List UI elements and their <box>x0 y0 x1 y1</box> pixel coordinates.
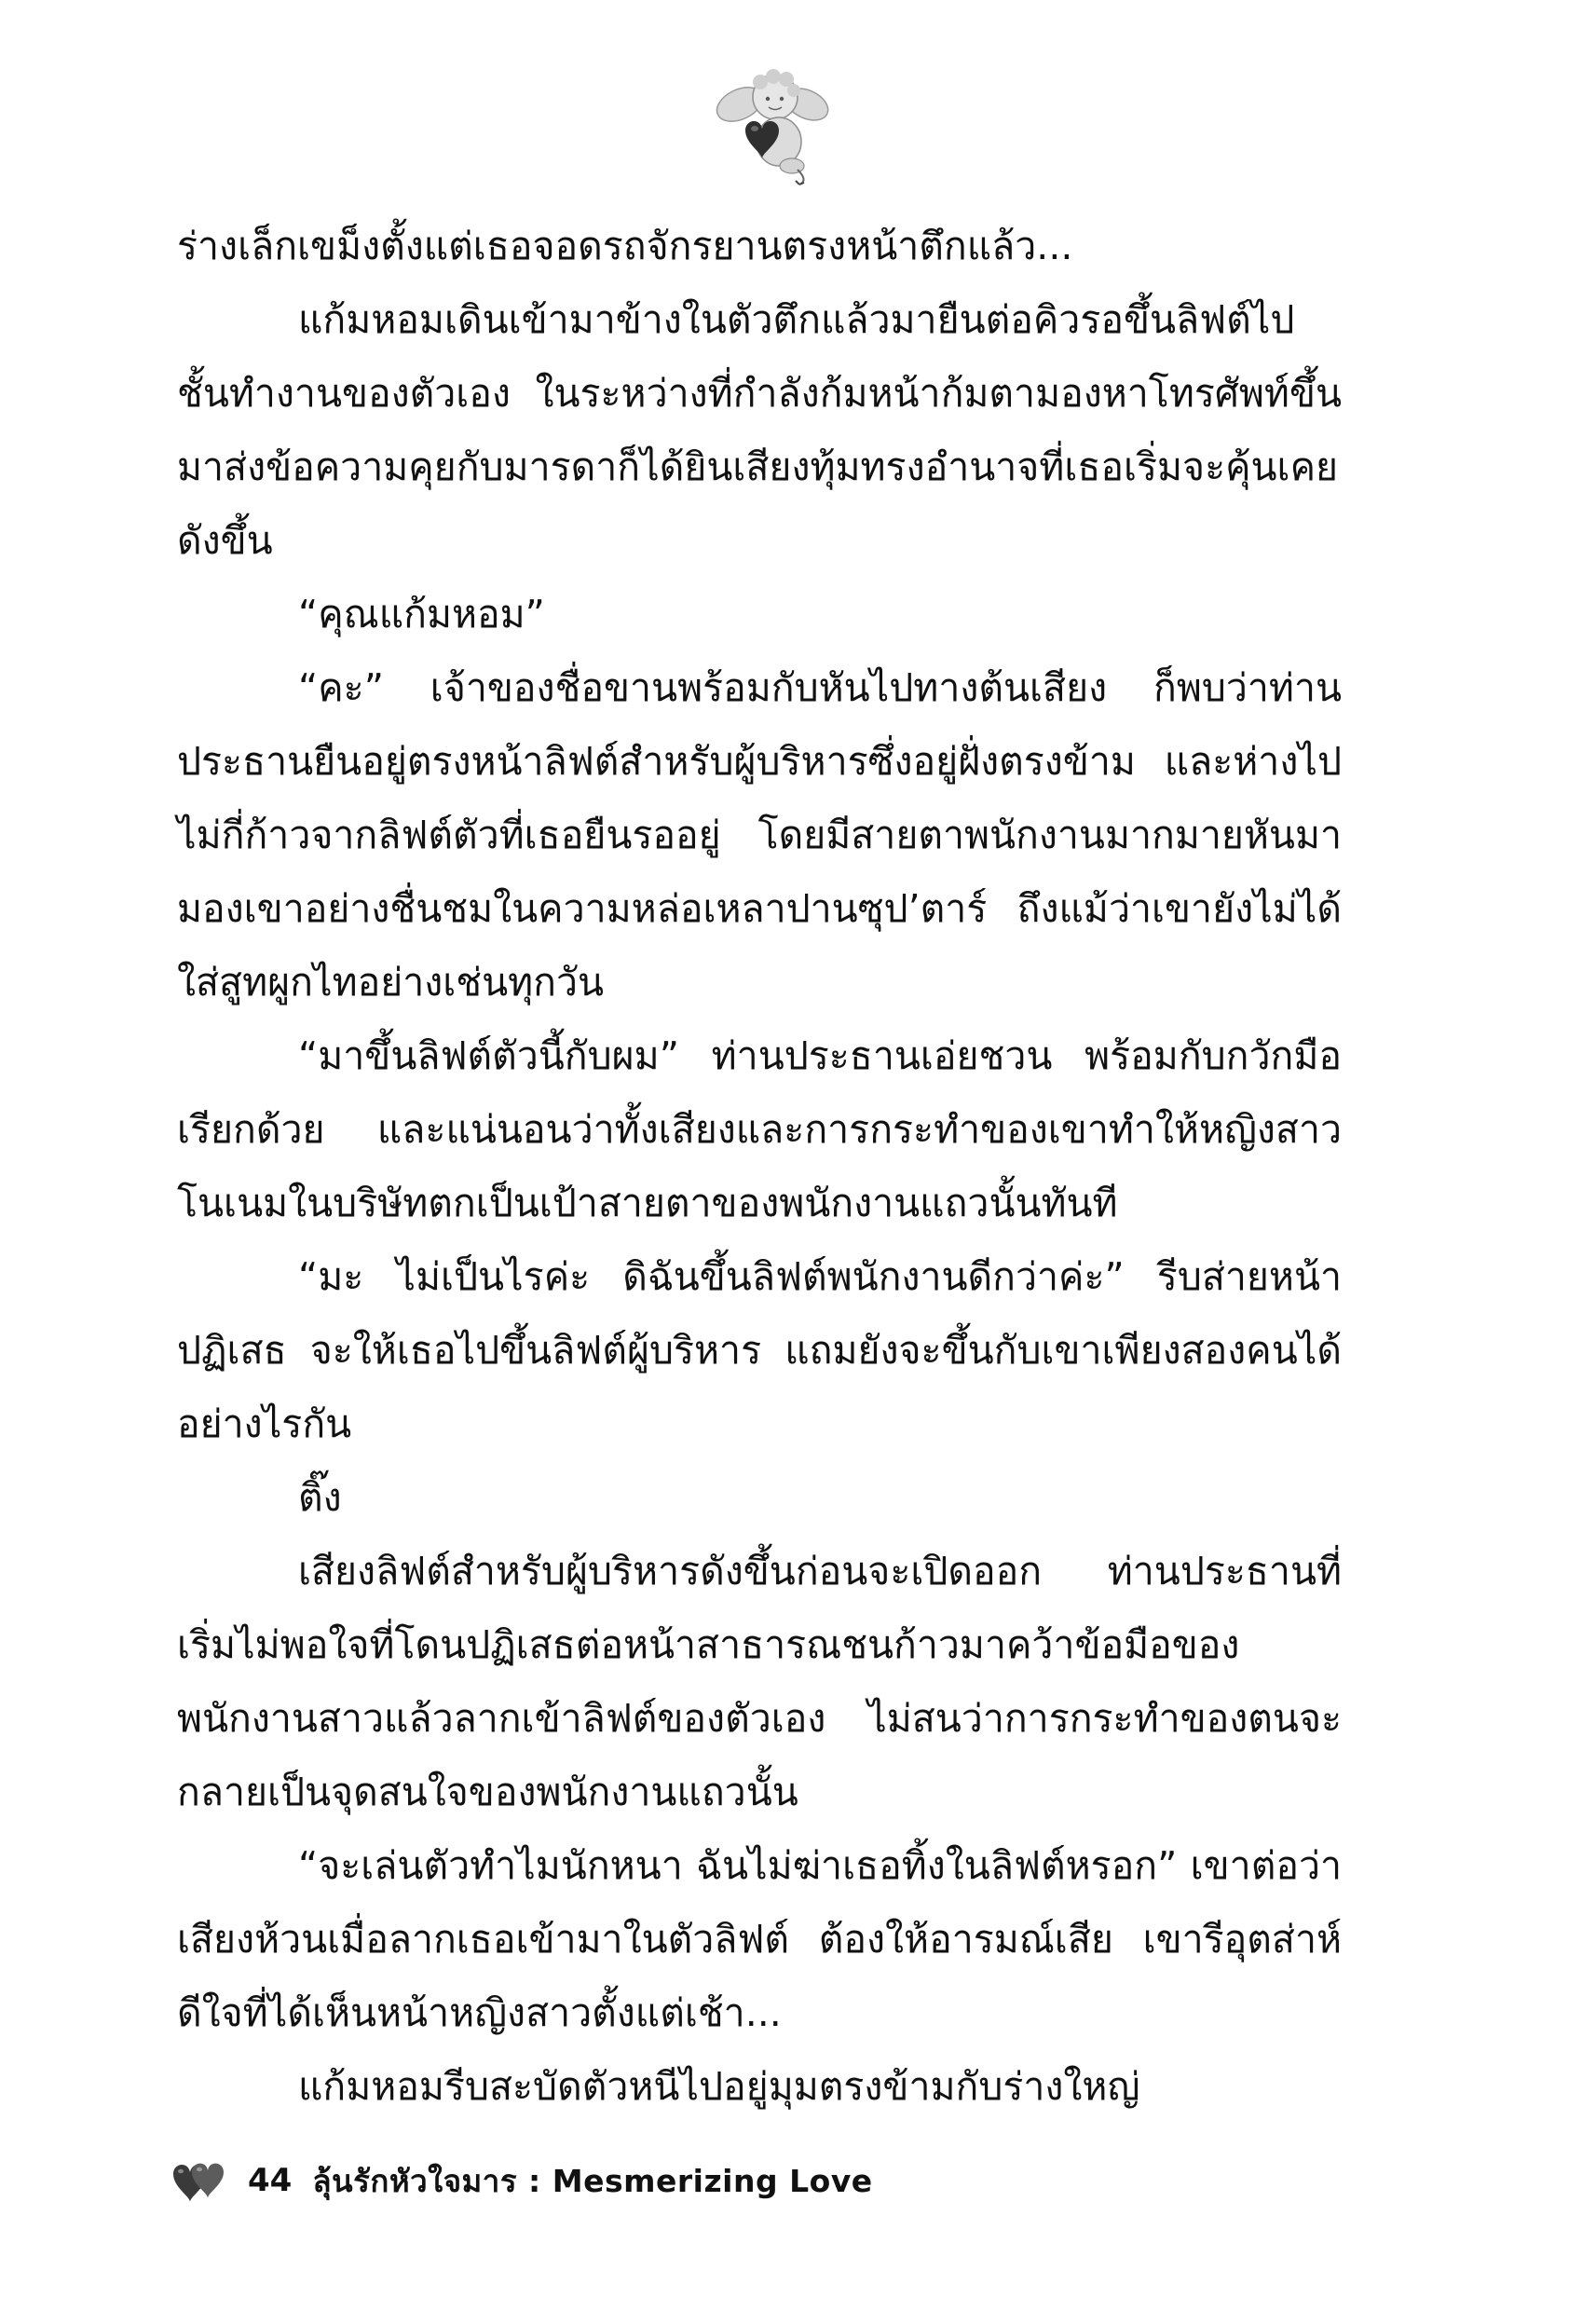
paragraph-5: “มาขึ้นลิฟต์ตัวนี้กับผม” ท่านประธานเอ่ยชวน พร้อมกับกวักมือเรียกด้วย และแน่นอนว่าทั้งเสียงและการกระทำของเขาทำให้หญิงสาวโนเนมในบริษัทตกเป็นเป้าสายตาของพนักงานแถวนั้นทันที <box>177 1033 1342 1225</box>
paragraph-10: แก้มหอมรีบสะบัดตัวหนีไปอยู่มุมตรงข้ามกับร่างใหญ่ <box>298 2064 1140 2109</box>
paragraph-1: ร่างเล็กเขม็งตั้งแต่เธอจอดรถจักรยานตรงหน้าตึกแล้ว... <box>177 224 1073 268</box>
page-number: 44 <box>248 2162 293 2199</box>
paragraph-8: เสียงลิฟต์สำหรับผู้บริหารดังขึ้นก่อนจะเปิดออก ท่านประธานที่เริ่มไม่พอใจที่โดนปฏิเสธต่อหน้าสาธารณชนก้าวมาคว้าข้อมือของพนักงานสาวแล้วลากเข้าลิฟต์ของตัวเอง ไม่สนว่าการกระทำของตนจะกลายเป็นจุดสนใจของพนักงานแถวนั้น <box>177 1549 1342 1814</box>
body-text <box>177 210 1342 2124</box>
paragraph-2: แก้มหอมเดินเข้ามาข้างในตัวตึกแล้วมายืนต่อคิวรอขึ้นลิฟต์ไปชั้นทำงานของตัวเอง ในระหว่างที่กำลังก้มหน้าก้มตามองหาโทรศัพท์ขึ้นมาส่งข้อความคุยกับมารดาก็ได้ยินเสียงทุ้มทรงอำนาจที่เธอเริ่มจะคุ้นเคยดังขึ้น <box>177 297 1342 563</box>
book-title: ลุ้นรักหัวใจมาร : Mesmerizing Love <box>312 2162 873 2199</box>
paragraph-4: “คะ” เจ้าของชื่อขานพร้อมกับหันไปทางต้นเสียง ก็พบว่าท่านประธานยืนอยู่ตรงหน้าลิฟต์สำหรับผู้บริหารซึ่งอยู่ฝั่งตรงข้าม และห่างไปไม่กี่ก้าวจากลิฟต์ตัวที่เธอยืนรออยู่ โดยมีสายตาพนักงานมากมายหันมามองเขาอย่างชื่นชมในความหล่อเหลาปานซุป’ตาร์ ถึงแม้ว่าเขายังไม่ได้ใส่สูทผูกไทอย่างเช่นทุกวัน <box>177 665 1342 1005</box>
page-footer <box>170 2153 873 2208</box>
cupid-with-heart-icon <box>708 65 839 186</box>
two-hearts-icon <box>170 2157 227 2204</box>
paragraph-6: “มะ ไม่เป็นไรค่ะ ดิฉันขึ้นลิฟต์พนักงานดีกว่าค่ะ” รีบส่ายหน้าปฏิเสธ จะให้เธอไปขึ้นลิฟต์ผู้บริหาร แถมยังจะขึ้นกับเขาเพียงสองคนได้อย่างไรกัน <box>177 1254 1342 1446</box>
paragraph-7: ติ๊ง <box>298 1475 342 1520</box>
paragraph-9: “จะเล่นตัวทำไมนักหนา ฉันไม่ฆ่าเธอทิ้งในลิฟต์หรอก” เขาต่อว่าเสียงห้วนเมื่อลากเธอเข้ามาในตัวลิฟต์ ต้องให้อารมณ์เสีย เขารีอุตส่าห์ดีใจที่ได้เห็นหน้าหญิงสาวตั้งแต่เช้า... <box>177 1843 1342 2035</box>
paragraph-3: “คุณแก้มหอม” <box>298 592 545 636</box>
